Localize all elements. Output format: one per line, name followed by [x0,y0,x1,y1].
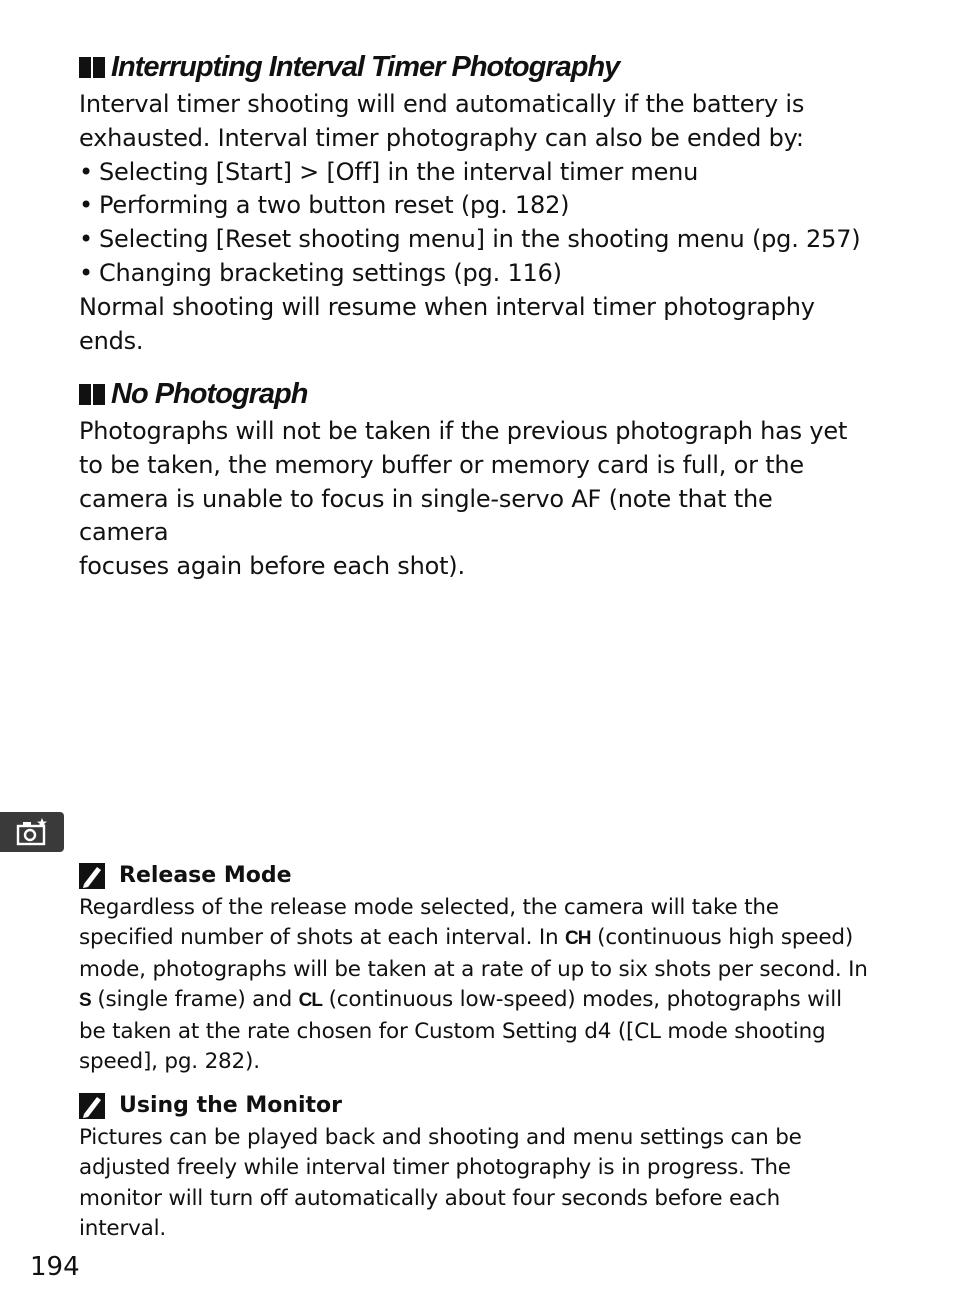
body-text [79,415,869,584]
text-line: monitor will turn off automatically about four seconds before each [79,1185,781,1211]
text-line: mode, photographs will be taken at a rate of up to six shots per second. In [79,956,868,982]
note-title: Using the Monitor [119,1093,343,1118]
pencil-note-icon [79,1093,105,1119]
text-line: specified number of shots at each interval. In [79,925,566,951]
text-line: Normal shooting will resume when interval timer photography [79,292,815,321]
text-line: interval. [79,1216,167,1242]
outro-text [79,291,869,359]
section-title: No Photograph [111,378,308,410]
intro-text [79,88,869,156]
text-line: Photographs will not be taken if the previous photograph has yet [79,417,848,445]
end-methods-list [79,156,869,291]
section-heading [79,49,869,85]
text-line: exhausted. Interval timer photography can also be ended by: [79,123,804,152]
continuous-low-glyph: CL [298,990,322,1012]
list-item: • Selecting [Reset shooting menu] in the shooting menu (pg. 257) [79,223,869,257]
chapter-tab [0,812,64,852]
text-line: focuses again before each shot). [79,552,465,581]
list-item: • Performing a two button reset (pg. 182) [79,189,869,223]
camera-star-icon [15,817,49,847]
section-no-photograph [79,376,869,584]
text-line: camera is unable to focus in single-servo AF (note that the camera [79,484,773,547]
text-line: (single frame) and [90,987,299,1013]
section-heading [79,376,869,412]
page-number: 194 [30,1252,80,1282]
continuous-high-glyph: CH [565,928,591,950]
note-release-mode [79,861,869,1077]
note-body [79,893,869,1077]
section-title: Interrupting Interval Timer Photography [111,51,620,83]
note-title: Release Mode [119,863,292,888]
section-marker-icon [79,57,105,78]
note-heading [79,861,869,891]
pencil-note-icon [79,863,105,889]
note-body [79,1123,869,1245]
single-frame-glyph: S [79,990,91,1012]
list-item: • Changing bracketing settings (pg. 116) [79,257,869,291]
note-heading [79,1091,869,1121]
note-using-monitor [79,1091,869,1245]
text-line: adjusted freely while interval timer photography is in progress. The [79,1155,791,1181]
text-line: speed], pg. 282). [79,1049,260,1075]
text-line: Regardless of the release mode selected, the camera will take the [79,895,779,920]
list-item: • Selecting [Start] > [Off] in the interval timer menu [79,156,869,190]
text-line: Pictures can be played back and shooting and menu settings can be [79,1125,802,1150]
text-line: (continuous high speed) [590,925,854,951]
section-marker-icon [79,384,105,405]
text-line: Interval timer shooting will end automatically if the battery is [79,90,805,118]
text-line: ends. [79,326,144,355]
text-line: to be taken, the memory buffer or memory card is full, or the [79,450,804,479]
text-line: be taken at the rate chosen for Custom Setting d4 ([CL mode shooting [79,1018,826,1044]
section-interrupting [79,49,869,358]
text-line: (continuous low-speed) modes, photographs will [321,987,842,1013]
